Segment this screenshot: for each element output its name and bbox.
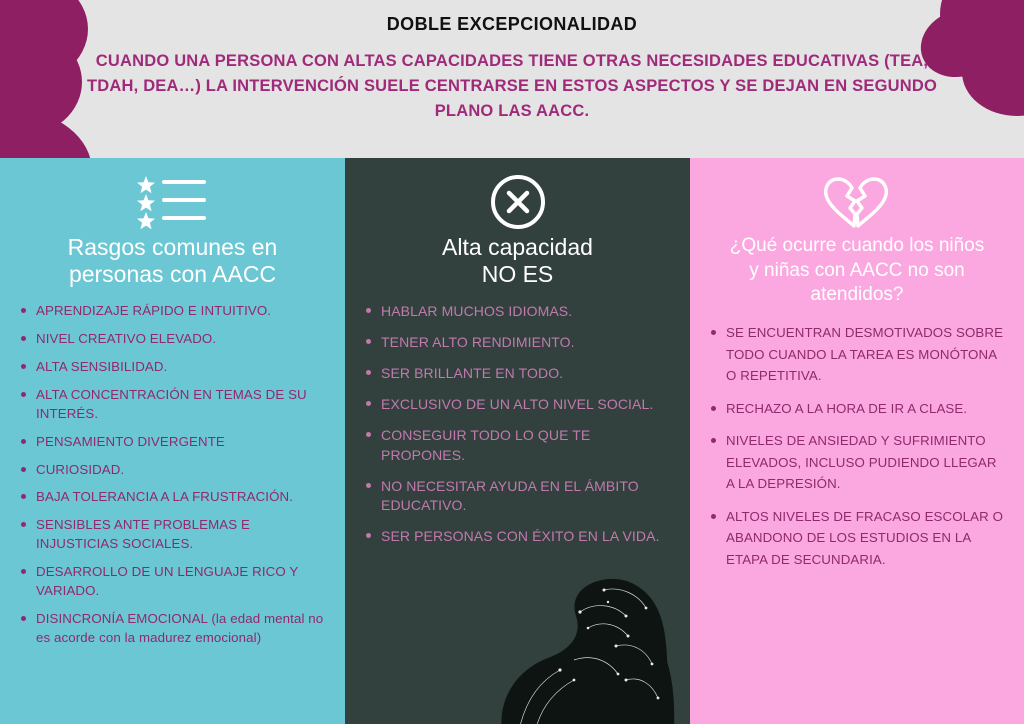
circle-x-icon [490, 174, 546, 230]
list-item: EXCLUSIVO DE UN ALTO NIVEL SOCIAL. [363, 395, 672, 415]
list-item: SER BRILLANTE EN TODO. [363, 364, 672, 384]
list-item: NIVEL CREATIVO ELEVADO. [18, 330, 327, 349]
list-item: SE ENCUENTRAN DESMOTIVADOS SOBRE TODO CUANDO LA TAREA ES MONÓTONA O REPETITIVA. [708, 322, 1006, 387]
column-rasgos-comunes [0, 158, 345, 724]
column-title-line-1: Rasgos comunes en [67, 234, 278, 260]
column-title-no-atendidos [708, 234, 1006, 308]
list-item [18, 610, 327, 648]
list-item: RECHAZO A LA HORA DE IR A CLASE. [708, 398, 1006, 420]
list-item-caps: DISINCRONÍA EMOCIONAL [36, 610, 208, 626]
icon-row [18, 172, 327, 232]
list-item: ALTOS NIVELES DE FRACASO ESCOLAR O ABANDONO DE LOS ESTUDIOS EN LA ETAPA DE SECUNDARIA. [708, 506, 1006, 571]
list-ninos-no-atendidos [708, 322, 1006, 570]
column-alta-capacidad-no-es [345, 158, 690, 724]
icon-row [363, 172, 672, 232]
list-item: ALTA CONCENTRACIÓN EN TEMAS DE SU INTERÉS. [18, 386, 327, 424]
list-item: BAJA TOLERANCIA A LA FRUSTRACIÓN. [18, 488, 327, 507]
column-ninos-no-atendidos [690, 158, 1024, 724]
column-title-line-2: personas con AACC [68, 261, 277, 288]
list-item: CURIOSIDAD. [18, 461, 327, 480]
header [0, 0, 1024, 158]
column-title-line-1: Alta capacidad [442, 234, 593, 260]
columns-container [0, 158, 1024, 724]
list-item: TENER ALTO RENDIMIENTO. [363, 333, 672, 353]
page-title: DOBLE EXCEPCIONALIDAD [386, 14, 638, 34]
icon-row [708, 172, 1006, 232]
page-subtitle: CUANDO UNA PERSONA CON ALTAS CAPACIDADES TIENE OTRAS NECESIDADES EDUCATIVAS (TEA, TDAH, DEA…) LA INTERVENCIÓN SUELE CENTRARSE EN ESTOS ASPECTOS Y SE DEJAN EN SEGUNDO PLANO LAS AACC. [87, 52, 937, 120]
list-item: NIVELES DE ANSIEDAD Y SUFRIMIENTO ELEVADOS, INCLUSO PUDIENDO LLEGAR A LA DEPRESIÓN. [708, 430, 1006, 495]
column-title-line-2: NO ES [481, 261, 554, 288]
broken-heart-icon [821, 174, 893, 230]
list-item: NO NECESITAR AYUDA EN EL ÁMBITO EDUCATIVO. [363, 477, 672, 517]
list-rasgos-comunes [18, 302, 327, 647]
column-title-line-1: ¿Qué ocurre cuando los niños [729, 235, 985, 256]
list-item: APRENDIZAJE RÁPIDO E INTUITIVO. [18, 302, 327, 321]
list-item: CONSEGUIR TODO LO QUE TE PROPONES. [363, 426, 672, 466]
star-list-icon [136, 174, 210, 230]
list-item: ALTA SENSIBILIDAD. [18, 358, 327, 377]
list-item: SENSIBLES ANTE PROBLEMAS E INJUSTICIAS SOCIALES. [18, 516, 327, 554]
column-title-rasgos [18, 234, 327, 288]
column-title-line-3: atendidos? [810, 284, 904, 306]
list-alta-capacidad-no-es [363, 302, 672, 547]
list-item-tail: (la edad mental no es acorde con la madurez emocional) [36, 610, 324, 645]
list-item: PENSAMIENTO DIVERGENTE [18, 433, 327, 452]
column-title-line-2: y niñas con AACC no son [749, 259, 965, 281]
list-item: HABLAR MUCHOS IDIOMAS. [363, 302, 672, 322]
list-item: DESARROLLO DE UN LENGUAJE RICO Y VARIADO. [18, 563, 327, 601]
column-title-no-es [363, 234, 672, 288]
list-item: SER PERSONAS CON ÉXITO EN LA VIDA. [363, 527, 672, 547]
